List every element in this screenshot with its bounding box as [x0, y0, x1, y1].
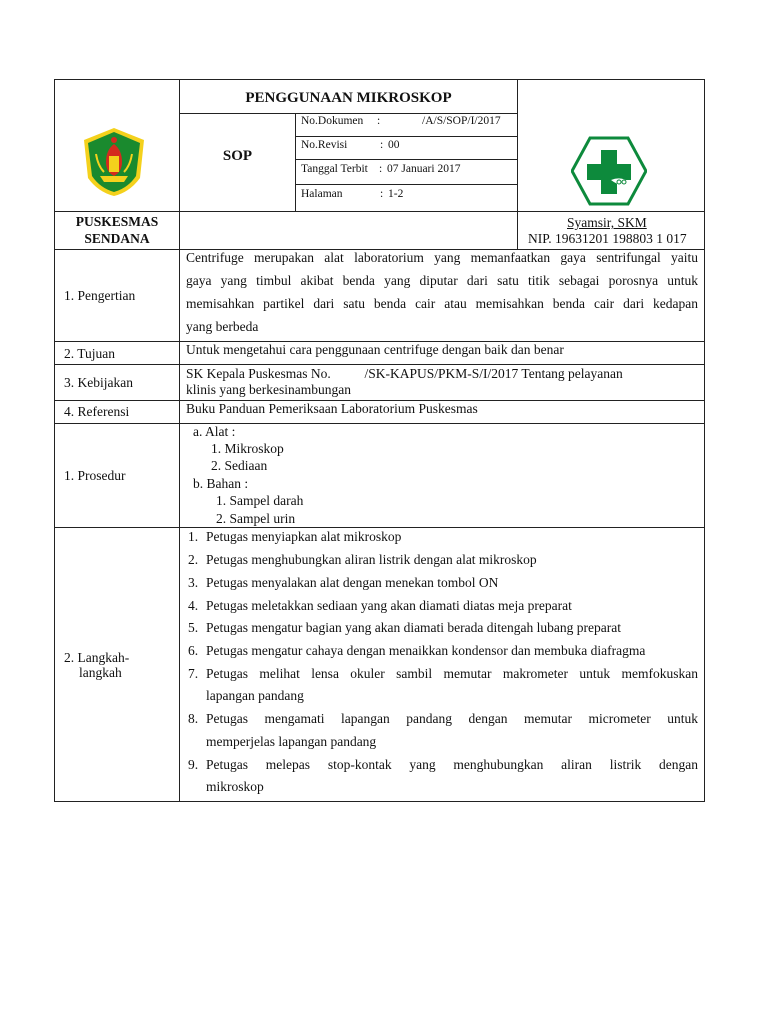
- meta-value: 07 Januari 2017: [387, 163, 461, 175]
- step-text-cont: lapangan pandang: [206, 688, 304, 703]
- pengertian-text-line: gaya yang timbul akibat benda yang diputar dari satu titik sebagai porosnya untuk: [186, 273, 698, 288]
- signer-name: Syamsir, SKM: [567, 215, 647, 230]
- kebijakan-text-line: klinis yang berkesinambungan: [186, 382, 351, 397]
- row-label-langkah: 2. Langkah-: [64, 650, 130, 665]
- referensi-text: Buku Panduan Pemeriksaan Laboratorium Puskesmas: [186, 401, 478, 416]
- step-text: Petugas menghubungkan aliran listrik dengan alat mikroskop: [206, 552, 537, 567]
- meta-label: Halaman: [301, 188, 343, 200]
- step-text: Petugas mengatur bagian yang akan diamati berada ditengah lubang preparat: [206, 620, 621, 635]
- pengertian-text-line: memisahkan partikel dari satu benda cair atau memisahkan benda cair dari kedapan: [186, 296, 698, 311]
- step-number: 2.: [188, 552, 199, 567]
- step-text: Petugas melepas stop-kontak yang menghubungkan aliran listrik dengan: [206, 757, 698, 772]
- org-name-line1: PUSKESMAS: [75, 214, 159, 229]
- step-text: Petugas mengatur cahaya dengan menaikkan kondensor dan membuka diafragma: [206, 643, 646, 658]
- pengertian-text-line: yang berbeda: [186, 319, 259, 334]
- step-number: 6.: [188, 643, 199, 658]
- step-text: Petugas mengamati lapangan pandang dengan memutar micrometer untuk: [206, 711, 698, 726]
- step-number: 1.: [188, 529, 199, 544]
- meta-sep: :: [379, 163, 383, 175]
- org-name-line2: SENDANA: [84, 231, 150, 246]
- puskesmas-logo: [571, 136, 647, 206]
- meta-sep: :: [380, 139, 384, 151]
- sop-label: SOP: [222, 148, 253, 164]
- document-title: PENGGUNAAN MIKROSKOP: [245, 90, 452, 106]
- meta-value: 00: [388, 139, 400, 151]
- signer-nip: NIP. 19631201 198803 1 017: [528, 231, 687, 246]
- step-number: 7.: [188, 666, 199, 681]
- pengertian-text-line: Centrifuge merupakan alat laboratorium yang memanfaatkan gaya sentrifungal yaitu: [186, 250, 698, 265]
- row-label-pengertian: 1. Pengertian: [64, 288, 136, 303]
- step-text: Petugas menyalakan alat dengan menekan tombol ON: [206, 575, 499, 590]
- meta-label: Tanggal Terbit: [301, 163, 368, 175]
- prosedur-item: a. Alat :: [193, 424, 236, 439]
- prosedur-item: 1. Sampel darah: [216, 493, 304, 508]
- prosedur-item: 1. Mikroskop: [211, 441, 284, 456]
- step-number: 4.: [188, 598, 199, 613]
- meta-label: No.Revisi: [301, 139, 348, 151]
- step-number: 9.: [188, 757, 199, 772]
- row-label-kebijakan: 3. Kebijakan: [64, 375, 133, 390]
- step-number: 3.: [188, 575, 199, 590]
- row-label-referensi: 4. Referensi: [64, 404, 130, 419]
- step-number: 8.: [188, 711, 199, 726]
- step-text: Petugas melihat lensa okuler sambil memutar makrometer untuk memfokuskan: [206, 666, 698, 681]
- meta-label: No.Dokumen: [301, 115, 364, 127]
- regional-emblem-logo: [78, 126, 150, 198]
- kebijakan-text-line: SK Kepala Puskesmas No. /SK-KAPUS/PKM-S/I/2017 Tentang pelayanan: [186, 366, 623, 381]
- meta-sep: :: [377, 115, 381, 127]
- step-text-cont: memperjelas lapangan pandang: [206, 734, 377, 749]
- row-label-tujuan: 2. Tujuan: [64, 346, 116, 361]
- row-label-langkah-cont: langkah: [79, 665, 122, 680]
- prosedur-item: 2. Sampel urin: [216, 511, 296, 526]
- meta-sep: :: [380, 188, 384, 200]
- step-text-cont: mikroskop: [206, 779, 264, 794]
- meta-value: 1-2: [388, 188, 404, 200]
- meta-value: /A/S/SOP/I/2017: [422, 115, 501, 127]
- tujuan-text: Untuk mengetahui cara penggunaan centrifuge dengan baik dan benar: [186, 342, 564, 357]
- prosedur-item: 2. Sediaan: [211, 458, 268, 473]
- row-label-prosedur: 1. Prosedur: [64, 468, 126, 483]
- prosedur-item: b. Bahan :: [193, 476, 249, 491]
- step-number: 5.: [188, 620, 199, 635]
- step-text: Petugas menyiapkan alat mikroskop: [206, 529, 402, 544]
- step-text: Petugas meletakkan sediaan yang akan diamati diatas meja preparat: [206, 598, 572, 613]
